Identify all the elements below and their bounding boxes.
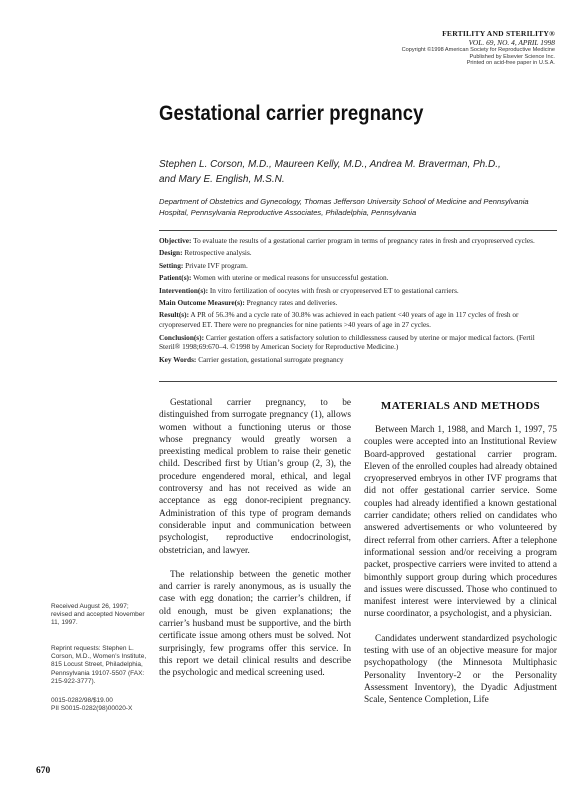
objective-text: To evaluate the results of a gestational carrier program in terms of pregnancy rates in fresh and cryopreserved cycles. xyxy=(193,236,535,245)
abstract-top-rule xyxy=(159,230,557,231)
affiliation: Department of Obstetrics and Gynecology, Thomas Jefferson University School of Medicine and Pennsylvania Hospital, Pennsylvania Reproductive Associates, Philadelphia, Pennsylvania xyxy=(159,197,529,217)
author-list xyxy=(159,157,519,187)
journal-paper-note: Printed on acid-free paper in U.S.A. xyxy=(466,60,555,67)
intervention-label: Intervention(s): xyxy=(159,285,209,295)
abstract-results xyxy=(159,310,557,330)
body-paragraph: Gestational carrier pregnancy, to be distinguished from surrogate pregnancy (1), allows women without a functioning uterus or those whose pregnancy would greatly worsen a preexisting medical problem to raise their genetic child. Described first by Utian’s group (2, 3), the procedure engendered moral, ethical, and legal controversy and has not received as wide an acceptance as egg donor-recipient pregnancy. Administration of this type of program demands considerable input and communication between psychologist, reproductive endocrinologist, obstetrician, and lawyer. xyxy=(159,398,351,556)
abstract-bottom-rule xyxy=(159,381,557,382)
article-codes xyxy=(51,697,147,713)
reprint-note xyxy=(51,645,147,686)
abstract-conclusion xyxy=(159,333,557,353)
abstract-intervention xyxy=(159,286,557,296)
authors-line-1: Stephen L. Corson, M.D., Maureen Kelly, M.D., Andrea M. Braverman, Ph.D., xyxy=(159,159,501,170)
outcome-label: Main Outcome Measure(s): xyxy=(159,297,245,307)
journal-name: FERTILITY AND STERILITY® xyxy=(442,29,555,38)
patients-text: Women with uterine or medical reasons for unsuccessful gestation. xyxy=(193,273,389,283)
body-column-left xyxy=(159,397,351,680)
keywords-text: Carrier gestation, gestational surrogate pregnancy xyxy=(198,354,344,364)
abstract-objective xyxy=(159,236,557,246)
results-text: A PR of 56.3% and a cycle rate of 30.8% was achieved in each patient <40 years of age in 117 cycles of fresh or cryopreserved ET. There were no pregnancies for nine patients >40 years of age in 27 cycles. xyxy=(159,310,519,330)
patients-label: Patient(s): xyxy=(159,273,192,283)
journal-copyright: Copyright ©1998 American Society for Reproductive Medicine xyxy=(401,47,555,54)
outcome-text: Pregnancy rates and deliveries. xyxy=(246,297,338,307)
abstract-outcome xyxy=(159,298,557,308)
abstract-setting xyxy=(159,261,557,271)
article-title: Gestational carrier pregnancy xyxy=(159,101,424,125)
abstract-design xyxy=(159,248,557,258)
objective-label: Objective: xyxy=(159,236,192,245)
section-heading: MATERIALS AND METHODS xyxy=(380,400,541,412)
body-paragraph: Candidates underwent standardized psychologic testing with use of an objective measure for major psychopathology (the Minnesota Multiphasic Personality Inventory-2 or the Personality Assessment Inventory), the Dyadic Adjustment Scale, Sentence Completion, Life xyxy=(364,633,557,706)
design-text: Retrospective analysis. xyxy=(184,248,252,258)
body-column-right xyxy=(364,424,557,707)
conclusion-text: Carrier gestation offers a satisfactory solution to childlessness caused by uterine or major medical factors. (Fertil Steril® 1998;69:670–4. ©1998 by American Society for Reproductive Medicine.) xyxy=(159,332,535,352)
journal-header xyxy=(255,30,555,67)
journal-issue: VOL. 69, NO. 4, APRIL 1998 xyxy=(468,37,555,47)
design-label: Design: xyxy=(159,248,183,258)
received-note xyxy=(51,603,147,628)
abstract-patients xyxy=(159,273,557,283)
results-label: Result(s): xyxy=(159,310,189,320)
setting-label: Setting: xyxy=(159,260,184,270)
body-paragraph: Between March 1, 1988, and March 1, 1997, 75 couples were accepted into an Institutional Review Board-approved gestational carrier program. Eleven of the enrolled couples had already obtained cryopreserved embryos in other IVF programs that did not offer gestational carrier service. Some couples had already identified a known gestational carrier candidate; others relied on candidates who answered advertisements or who volunteered by direct referral from other carriers. After a telephone informational session and/or receiving a program packet, prospective carriers were invited to attend a bimonthly support group during which procedures and issues were discussed. Those who continued to manifest interest were interviewed by a clinical nurse coordinator, a psychologist, and a physician. xyxy=(364,425,557,620)
pii-code: PII S0015-0282(98)00020-X xyxy=(51,705,133,713)
intervention-text: In vitro fertilization of oocytes with fresh or cryopreserved ET to gestational carriers. xyxy=(209,285,459,295)
authors-line-2: and Mary E. English, M.S.N. xyxy=(159,174,285,185)
conclusion-label: Conclusion(s): xyxy=(159,332,205,342)
abstract-keywords xyxy=(159,355,557,365)
keywords-label: Key Words: xyxy=(159,354,197,364)
body-paragraph: The relationship between the genetic mother and carrier is rarely anonymous, as is usually the case with egg donation; the carrier’s children, if old enough, must be given explanations; the carrier’s husband must be supportive, and the birth certificate issue among others must be solved. Not surprisingly, few programs offer this service. In this report we detail clinical results and describe the psychologic and medical screening used. xyxy=(159,569,351,679)
setting-text: Private IVF program. xyxy=(185,260,248,270)
abstract xyxy=(159,236,557,367)
reprint-text: Reprint requests: Stephen L. Corson, M.D., Women’s Institute, 815 Locust Street, Philadelphia, Pennsylvania 19107-5507 (FAX: 215-922-3777). xyxy=(51,645,147,685)
journal-publisher: Published by Elsevier Science Inc. xyxy=(469,53,555,60)
page-number: 670 xyxy=(36,766,51,776)
price-code: 0015-0282/98/$19.00 xyxy=(51,697,113,704)
received-text: Received August 26, 1997; revised and accepted November 11, 1997. xyxy=(51,603,145,627)
